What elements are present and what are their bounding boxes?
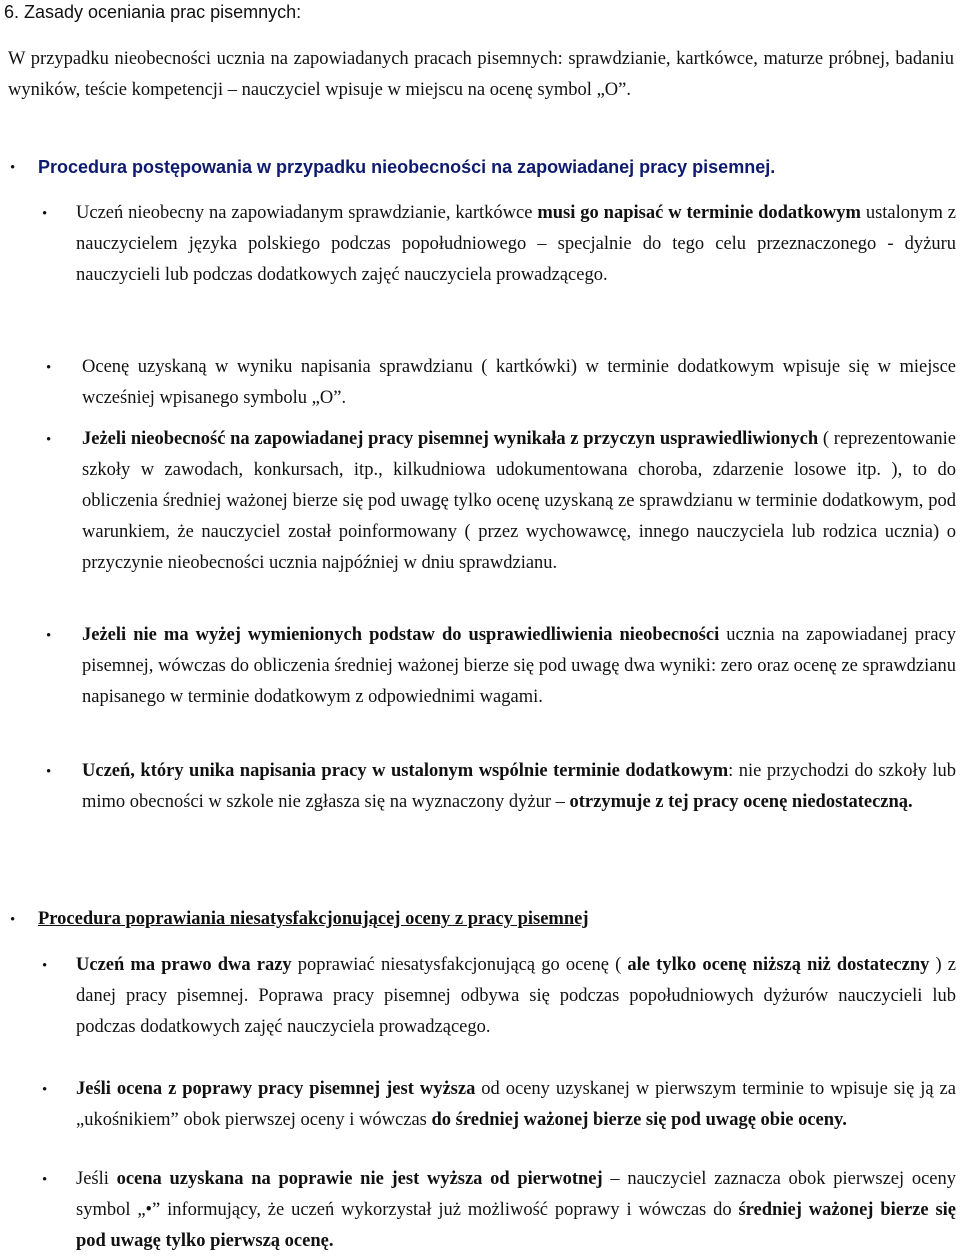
item-text: : nie przychodzi do szkoły lub mimo obecności w szkole nie zgłasza się na wyznaczony dyżur – (82, 761, 956, 812)
procedure1-item-5 (82, 756, 956, 818)
procedure1-title (38, 152, 938, 183)
bullet-icon: • (42, 958, 48, 974)
item-bold-text: Jeżeli nieobecność na zapowiadanej pracy pisemnej wynikała z przyczyn usprawiedliwionych (82, 429, 819, 449)
item-bold-text: musi go napisać w terminie dodatkowym (537, 203, 861, 223)
procedure2-item-1 (76, 950, 956, 1043)
item-text: ucznia na zapowiadanej pracy pisemnej, wówczas do obliczenia średniej ważonej bierze się pod uwagę dwa wyniki: zero oraz ocenę ze sprawdzianu napisanego w terminie dodatkowym z odpowiednimi wagami. (82, 625, 956, 707)
item-text: – nauczyciel zaznacza obok pierwszej oceny symbol „•” informujący, że uczeń wykorzystał już możliwość poprawy i wówczas do (76, 1169, 957, 1220)
item-text: ustalonym z nauczycielem języka polskiego podczas popołudniowego – specjalnie do tego celu przeznaczonego - dyżuru nauczycieli lub podczas dodatkowych zajęć nauczyciela prowadzącego. (76, 203, 956, 285)
item-text: Ocenę uzyskaną w wyniku napisania sprawdzianu ( kartkówki) w terminie dodatkowym wpisuje się w miejsce wcześniej wpisanego symbolu „O”. (82, 357, 956, 408)
procedure2-item-2 (76, 1074, 956, 1136)
item-text: ( reprezentowanie szkoły w zawodach, konkursach, itp., kilkudniowa udokumentowana choroba, zdarzenie losowe itp. ), to do obliczenia średniej ważonej bierze się pod uwagę tylko ocenę uzyskaną ze sprawdzianu w terminie dodatkowym, pod warunkiem, że nauczyciel został poinformowany ( przez wychowawcę, innego nauczyciela lub rodzica ucznia) o przyczynie nieobecności ucznia najpóźniej w dniu sprawdzianu. (82, 429, 957, 573)
item-bold-text: Jeśli ocena z poprawy pracy pisemnej jest wyższa (76, 1079, 476, 1099)
bullet-icon: • (46, 764, 52, 780)
procedure1-item-1 (76, 198, 956, 291)
item-bold-text: ocena uzyskana na poprawie nie jest wyższa od pierwotnej (116, 1169, 603, 1189)
item-bold-text: Uczeń, który unika napisania pracy w ustalonym wspólnie terminie dodatkowym (82, 761, 729, 781)
bullet-icon: • (10, 912, 16, 928)
bullet-icon: • (42, 206, 48, 222)
intro-paragraph: W przypadku nieobecności ucznia na zapowiadanych pracach pisemnych: sprawdzianie, kartkówce, maturze próbnej, badaniu wyników, teście kompetencji – nauczyciel wpisuje w miejscu na ocenę symbol „O”. (8, 49, 954, 100)
procedure1-item-4 (82, 620, 956, 713)
bullet-icon: • (46, 432, 52, 448)
bullet-icon: • (10, 160, 16, 176)
item-bold-text: do średniej ważonej bierze się pod uwagę obie oceny. (431, 1110, 847, 1130)
bullet-icon: • (46, 360, 52, 376)
bullet-icon: • (42, 1172, 48, 1188)
item-text: poprawiać niesatysfakcjonującą go ocenę ( (291, 955, 628, 975)
procedure1-item-3 (82, 424, 956, 579)
procedure2-item-3 (76, 1164, 956, 1257)
section-title: 6. Zasady oceniania prac pisemnych: (4, 2, 302, 22)
item-bold-text: ale tylko ocenę niższą niż dostateczny (627, 955, 930, 975)
procedure2-title (38, 904, 938, 935)
item-bold-text: Jeżeli nie ma wyżej wymienionych podstaw do usprawiedliwienia nieobecności (82, 625, 720, 645)
item-text: Jeśli (76, 1169, 117, 1189)
item-bold-text: otrzymuje z tej pracy ocenę niedostateczną. (569, 792, 913, 812)
bullet-icon: • (46, 628, 52, 644)
item-text: ) z danej pracy pisemnej. Poprawa pracy pisemnej odbywa się podczas popołudniowych dyżurów nauczycieli lub podczas dodatkowych zajęć nauczyciela prowadzącego. (76, 955, 957, 1037)
item-bold-text: średniej ważonej bierze się pod uwagę tylko pierwszą ocenę. (76, 1200, 957, 1251)
procedure1-item-2 (82, 352, 956, 414)
procedure2-title-text: Procedura poprawiania niesatysfakcjonującej oceny z pracy pisemnej (38, 909, 589, 929)
item-text: Uczeń nieobecny na zapowiadanym sprawdzianie, kartkówce (76, 203, 538, 223)
procedure1-title-text: Procedura postępowania w przypadku nieobecności na zapowiadanej pracy pisemnej. (38, 157, 776, 177)
bullet-icon: • (42, 1082, 48, 1098)
item-bold-text: Uczeń ma prawo dwa razy (76, 955, 292, 975)
item-text: od oceny uzyskanej w pierwszym terminie to wpisuje się ją za „ukośnikiem” obok pierwszej oceny i wówczas (76, 1079, 956, 1130)
